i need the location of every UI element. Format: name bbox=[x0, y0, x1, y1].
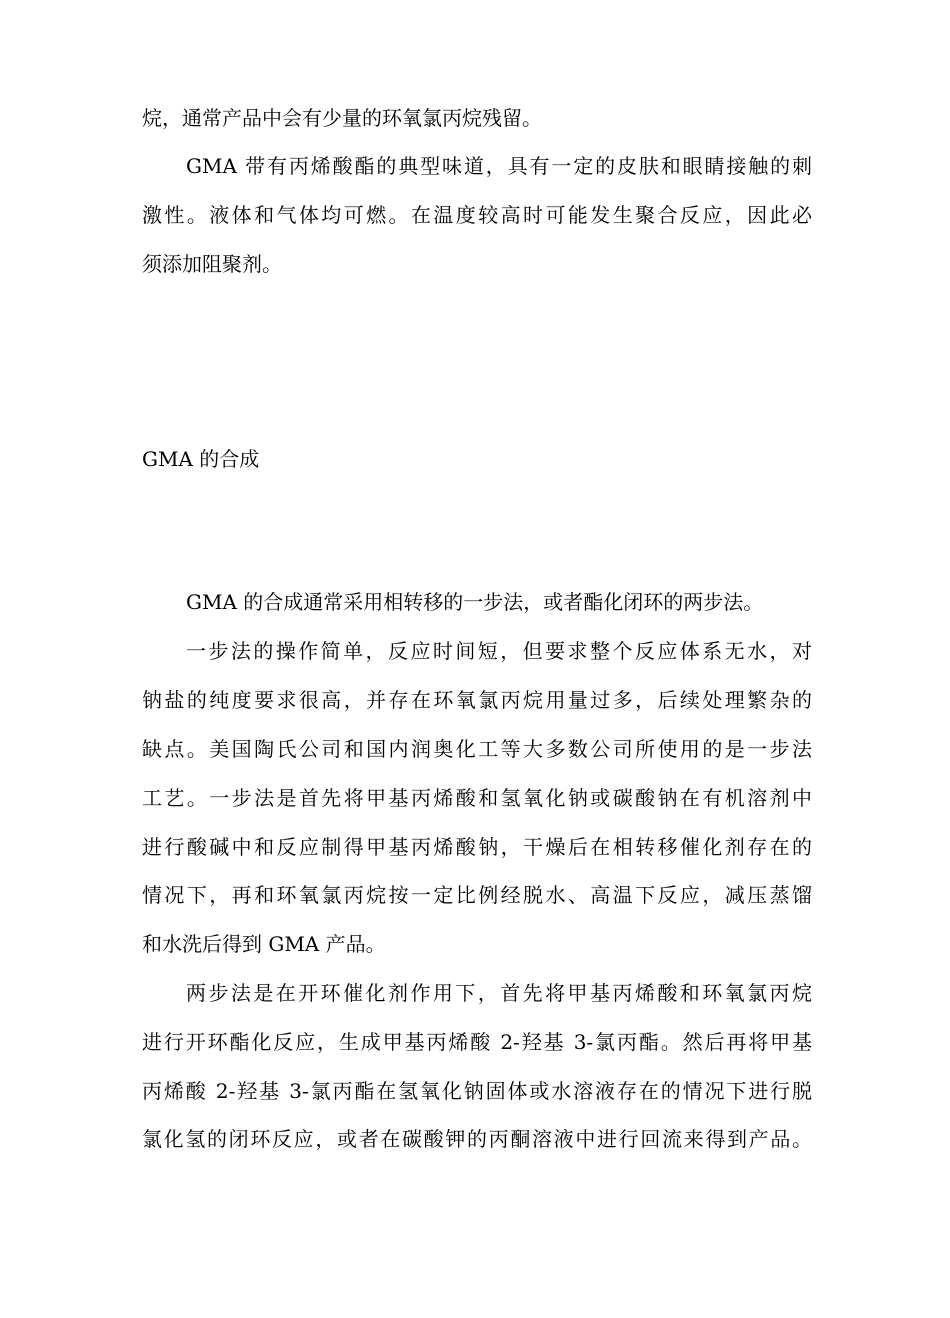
property-line-1: GMA 带有丙烯酸酯的典型味道，具有一定的皮肤和眼睛接触的刺 bbox=[186, 154, 812, 178]
two-step-line-4: 氯化氢的闭环反应，或者在碳酸钾的丙酮溶液中进行回流来得到产品。 bbox=[142, 1127, 812, 1151]
two-step-line-3: 丙烯酸 2-羟基 3-氯丙酯在氢氧化钠固体或水溶液存在的情况下进行脱 bbox=[142, 1079, 812, 1103]
one-step-line-7: 和水洗后得到 GMA 产品。 bbox=[142, 932, 386, 956]
two-step-line-1: 两步法是在开环催化剂作用下，首先将甲基丙烯酸和环氧氯丙烷 bbox=[186, 981, 812, 1005]
two-step-line-2: 进行开环酯化反应，生成甲基丙烯酸 2-羟基 3-氯丙酯。然后再将甲基 bbox=[142, 1030, 812, 1054]
one-step-line-6: 情况下，再和环氧氯丙烷按一定比例经脱水、高温下反应，减压蒸馏 bbox=[142, 883, 812, 907]
one-step-line-5: 进行酸碱中和反应制得甲基丙烯酸钠，干燥后在相转移催化剂存在的 bbox=[142, 835, 812, 859]
intro-line-1: 烷，通常产品中会有少量的环氧氯丙烷残留。 bbox=[142, 106, 542, 130]
property-line-3: 须添加阻聚剂。 bbox=[142, 252, 282, 276]
one-step-line-3: 缺点。美国陶氏公司和国内润奥化工等大多数公司所使用的是一步法 bbox=[142, 737, 812, 761]
property-line-2: 激性。液体和气体均可燃。在温度较高时可能发生聚合反应，因此必 bbox=[142, 203, 812, 227]
section-heading: GMA 的合成 bbox=[142, 447, 260, 471]
one-step-line-2: 钠盐的纯度要求很高，并存在环氧氯丙烷用量过多，后续处理繁杂的 bbox=[142, 688, 812, 712]
overview-line-1: GMA 的合成通常采用相转移的一步法，或者酯化闭环的两步法。 bbox=[186, 590, 764, 614]
one-step-line-4: 工艺。一步法是首先将甲基丙烯酸和氢氧化钠或碳酸钠在有机溶剂中 bbox=[142, 786, 812, 810]
one-step-line-1: 一步法的操作简单，反应时间短，但要求整个反应体系无水，对 bbox=[186, 639, 812, 663]
